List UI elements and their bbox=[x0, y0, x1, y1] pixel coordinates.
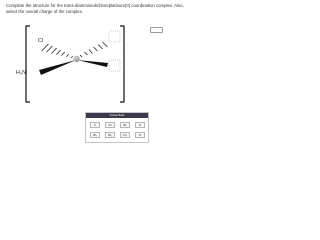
ligand-button-nh4[interactable]: NH₄ bbox=[105, 132, 115, 138]
left-bracket bbox=[26, 26, 30, 102]
answer-bank-title: Answer Bank bbox=[86, 113, 148, 118]
metal-center-atom bbox=[74, 56, 80, 62]
structure-drawing-area bbox=[0, 0, 200, 110]
answer-bank bbox=[85, 112, 149, 143]
empty-ligand-slot-upper-right[interactable] bbox=[109, 31, 120, 42]
empty-ligand-slot-lower-right[interactable] bbox=[109, 60, 120, 71]
question-text: Complete the structure for the trans-diamminedichloroplatinum(II) coordination complex. Also, select the overall charge of the complex. bbox=[6, 3, 184, 14]
ligand-button-cl[interactable]: Cl bbox=[135, 122, 145, 128]
ligand-label-cl: Cl bbox=[38, 38, 44, 44]
ligand-button-pt[interactable]: Pt bbox=[135, 132, 145, 138]
ligand-button-nh3[interactable]: NH₃ bbox=[90, 132, 100, 138]
right-bracket bbox=[120, 26, 124, 102]
ligand-button-co3[interactable]: CO₃ bbox=[120, 132, 130, 138]
ligand-label-h3n: H₃N bbox=[16, 70, 26, 76]
ligand-button-nh2[interactable]: NH₂ bbox=[120, 122, 130, 128]
ligand-button-h[interactable]: H bbox=[90, 122, 100, 128]
hashed-bond-upper-right bbox=[80, 42, 108, 57]
hashed-bond-upper-left bbox=[42, 44, 73, 58]
wedge-bond-lower-right bbox=[77, 60, 108, 67]
ligand-button-oh[interactable]: OH bbox=[105, 122, 115, 128]
wedge-bond-lower-left bbox=[39, 60, 76, 75]
